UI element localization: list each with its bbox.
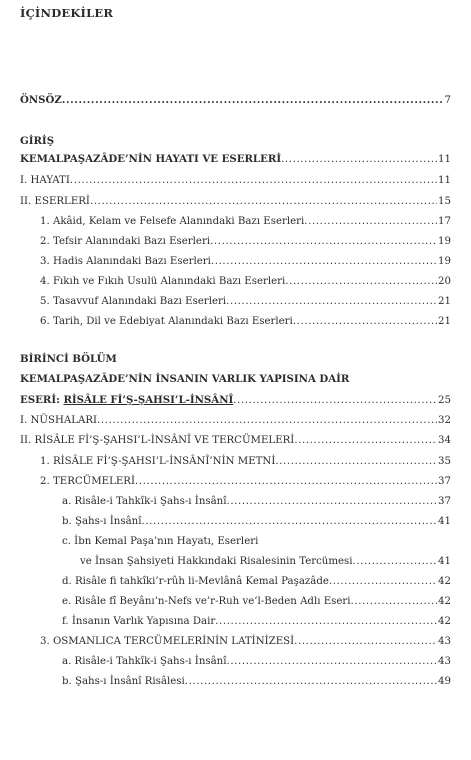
toc-entry-page: 32 [438, 415, 451, 426]
toc-entry-text: I. HAYATI [20, 175, 70, 186]
toc-entry[interactable] [62, 595, 451, 609]
toc-entry[interactable] [40, 275, 451, 289]
leader-dots [285, 275, 437, 289]
leader-dots [211, 255, 437, 269]
toc-entry-text[interactable]: c. İbn Kemal Paşa’nın Hayatı, Eserleri [62, 536, 259, 547]
toc-entry[interactable] [62, 675, 451, 689]
leader-dots [353, 555, 437, 569]
toc-entry-page: 19 [438, 256, 451, 267]
toc-entry-page: 25 [438, 395, 451, 406]
toc-entry-page: 35 [438, 456, 451, 467]
leader-dots [70, 174, 437, 188]
toc-entry-text [20, 393, 233, 407]
toc-entry-page: 11 [438, 154, 451, 165]
leader-dots [135, 475, 437, 489]
toc-entry-page: 41 [438, 556, 451, 567]
toc-entry-page: 15 [438, 196, 451, 207]
title-underlined: RİSÂLE Fİ’Ş-ŞAHSI’L-İNSÂNÎ [63, 394, 234, 406]
leader-dots [294, 635, 437, 649]
page-title: İÇİNDEKİLER [20, 6, 114, 20]
toc-entry-birinci-main[interactable] [20, 393, 451, 408]
toc-entry-giris-main[interactable] [20, 152, 451, 167]
toc-entry-page: 42 [438, 596, 451, 607]
toc-entry-page: 49 [438, 676, 451, 687]
toc-entry-text: 5. Tasavvuf Alanındaki Bazı Eserleri [40, 296, 227, 307]
toc-entry-text: b. Şahs-ı İnsânî Risâlesi [62, 676, 185, 687]
toc-entry[interactable] [40, 635, 451, 649]
toc-entry-text: 6. Tarih, Dil ve Edebiyat Alanındaki Bazı Eserleri [40, 316, 293, 327]
toc-entry-page: 34 [438, 435, 451, 446]
toc-entry[interactable] [40, 215, 451, 229]
leader-dots [97, 414, 437, 428]
leader-dots [281, 153, 437, 167]
leader-dots [275, 455, 437, 469]
toc-entry-text: 1. RİSÂLE Fİ’Ş-ŞAHSI’L-İNSÂNÎ’NİN METNİ [40, 456, 276, 467]
toc-entry[interactable] [20, 174, 451, 188]
toc-entry[interactable] [40, 295, 451, 309]
toc-entry[interactable] [20, 195, 451, 209]
title-prefix: ESERİ: [20, 394, 64, 406]
toc-entry-page: 17 [438, 216, 451, 227]
toc-entry-page: 7 [444, 95, 451, 106]
toc-entry-page: 42 [438, 576, 451, 587]
toc-entry-page: 20 [438, 276, 451, 287]
toc-entry[interactable] [62, 615, 451, 629]
toc-entry[interactable] [62, 655, 451, 669]
toc-entry-text: KEMALPAŞAZÂDE’NİN HAYATI VE ESERLERİ [20, 153, 282, 165]
toc-entry-page: 11 [438, 175, 451, 186]
toc-entry-page: 37 [438, 496, 451, 507]
leader-dots [233, 394, 437, 408]
leader-dots [351, 595, 438, 609]
toc-entry-page: 41 [438, 516, 451, 527]
toc-entry-text: a. Risâle-i Tahkîk-i Şahs-ı İnsânî [62, 496, 227, 507]
toc-entry-text: 3. OSMANLICA TERCÜMELERİNİN LATİNİZESİ [40, 636, 295, 647]
section-heading-birinci: BİRİNCİ BÖLÜM [20, 353, 117, 365]
leader-dots [62, 93, 444, 107]
toc-entry[interactable] [62, 495, 451, 509]
toc-entry-text: a. Risâle-i Tahkîk-i Şahs-ı İnsânî [62, 656, 227, 667]
toc-entry-text: 3. Hadis Alanındaki Bazı Eserleri [40, 256, 211, 267]
toc-entry-text: 2. TERCÜMELERİ [40, 476, 136, 487]
toc-entry-text: e. Risâle fî Beyânı’n-Nefs ve’r-Ruh ve’l-Beden Adlı Eseri [62, 596, 351, 607]
toc-entry-text: 1. Akâid, Kelam ve Felsefe Alanındaki Bazı Eserleri [40, 216, 305, 227]
leader-dots [227, 495, 438, 509]
section-heading-giris: GİRİŞ [20, 135, 55, 147]
toc-entry[interactable] [40, 255, 451, 269]
leader-dots [90, 195, 437, 209]
toc-entry[interactable] [62, 575, 451, 589]
leader-dots [210, 235, 437, 249]
toc-entry-text: I. NÜSHALARI [20, 415, 98, 426]
toc-entry-page: 43 [438, 656, 451, 667]
toc-entry[interactable] [40, 235, 451, 249]
leader-dots [304, 215, 437, 229]
toc-entry[interactable] [40, 315, 451, 329]
toc-entry-page: 42 [438, 616, 451, 627]
leader-dots [294, 434, 437, 448]
toc-entry-text: II. ESERLERİ [20, 196, 90, 207]
toc-entry-text: 2. Tefsir Alanındaki Bazı Eserleri [40, 236, 211, 247]
toc-entry-text: f. İnsanın Varlık Yapısına Dair [62, 616, 216, 627]
toc-entry-page: 21 [438, 316, 451, 327]
leader-dots [215, 615, 437, 629]
toc-entry[interactable] [20, 434, 451, 448]
toc-entry-page: 37 [438, 476, 451, 487]
toc-entry-text: b. Şahs-ı İnsânî [62, 516, 142, 527]
toc-entry-onsoz[interactable] [20, 93, 451, 108]
toc-entry-page: 19 [438, 236, 451, 247]
toc-entry-page: 43 [438, 636, 451, 647]
toc-entry[interactable] [40, 455, 451, 469]
toc-entry-text: II. RİSÂLE Fİ’Ş-ŞAHSI’L-İNSÂNÎ VE TERCÜMELERİ [20, 435, 295, 446]
toc-entry[interactable] [40, 475, 451, 489]
section-title-line1: KEMALPAŞAZÂDE’NİN İNSANIN VARLIK YAPISINA DAİR [20, 373, 350, 385]
toc-entry-text: ve İnsan Şahsiyeti Hakkındaki Risalesinin Tercümesi [80, 556, 353, 567]
toc-entry-text: 4. Fıkıh ve Fıkıh Usulü Alanındaki Bazı Eserleri [40, 276, 286, 287]
leader-dots [227, 655, 438, 669]
toc-entry[interactable] [80, 555, 451, 569]
leader-dots [185, 675, 437, 689]
leader-dots [142, 515, 438, 529]
toc-entry-page: 21 [438, 296, 451, 307]
leader-dots [226, 295, 437, 309]
toc-entry-text: d. Risâle fi tahkîki’r-rûh li-Mevlânâ Kemal Paşazâde [62, 576, 329, 587]
leader-dots [329, 575, 437, 589]
toc-entry-text: ÖNSÖZ [20, 94, 62, 106]
toc-entry[interactable] [20, 414, 451, 428]
leader-dots [293, 315, 437, 329]
toc-entry[interactable] [62, 515, 451, 529]
